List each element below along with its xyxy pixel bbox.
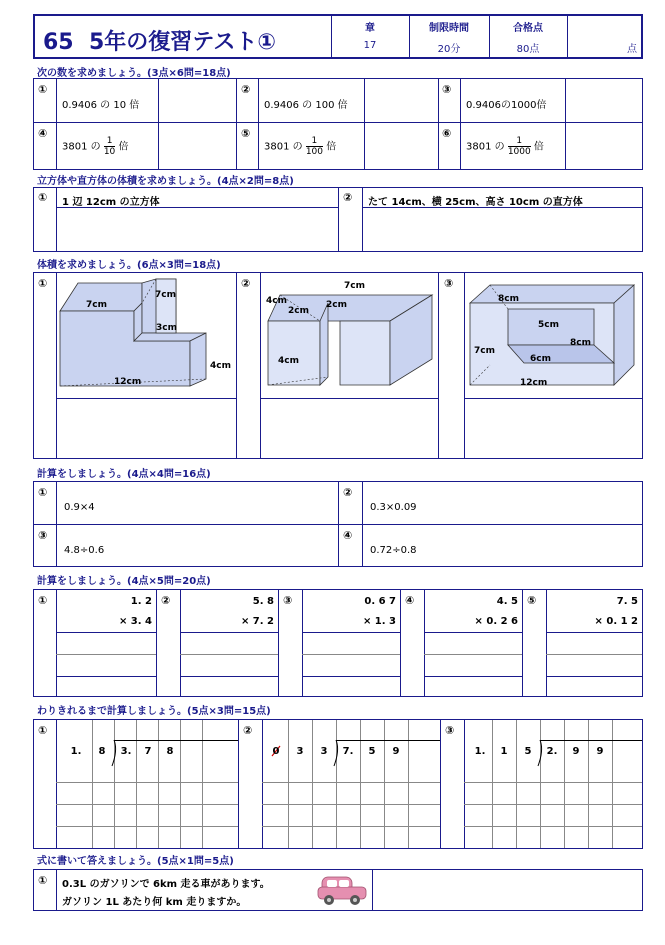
fig1-label-e: 12cm (114, 377, 142, 387)
q5-2-bottom: × 7. 2 (240, 616, 274, 627)
q5-4-bottom: × 0. 2 6 (474, 616, 518, 627)
q5-2-number: ② (161, 594, 171, 607)
section2-heading: 立方体や直方体の体積を求めましょう。(4点×2問=8点) (37, 176, 294, 187)
fig3-label-c: 8cm (570, 338, 591, 348)
q6-2-dividend-3: 9 (392, 746, 400, 757)
q2-1-text: 1 辺 12cm の立方体 (62, 197, 160, 208)
q5-5-number: ⑤ (527, 594, 537, 607)
test-number: 65 (43, 30, 74, 55)
fig3-label-e: 6cm (530, 354, 551, 364)
q1-4-text: 3801 の $\frac{1}{10}$ 倍 (62, 136, 129, 157)
solid-figure-2 (260, 273, 438, 398)
section7-heading: 式に書いて答えましょう。(5点×1問=5点) (37, 856, 234, 867)
q6-2-divisor-2: 3 (296, 746, 304, 757)
car-icon (316, 873, 368, 907)
q1-1-text: 0.9406 の 10 倍 (62, 100, 140, 111)
q1-2-text: 0.9406 の 100 倍 (264, 100, 348, 111)
fig2-label-b: 4cm (266, 296, 287, 306)
q5-3-top: 0. 6 7 (364, 596, 396, 607)
section5-heading: 計算をしましょう。(4点×5問=20点) (37, 576, 211, 587)
q6-1-dividend-3: 8 (166, 746, 174, 757)
q4-3-number: ③ (38, 529, 48, 542)
q5-3-number: ③ (283, 594, 293, 607)
q4-2-text: 0.3×0.09 (370, 502, 417, 513)
time-label: 制限時間 (429, 23, 469, 34)
q2-2-number: ② (343, 191, 353, 204)
q5-1-bottom: × 3. 4 (118, 616, 152, 627)
section3-table (33, 272, 643, 459)
q5-4-number: ④ (405, 594, 415, 607)
q6-3-number: ③ (445, 724, 455, 737)
q4-1-text: 0.9×4 (64, 502, 95, 513)
chapter-value: 17 (363, 40, 377, 51)
chapter-label: 章 (365, 23, 375, 34)
section6-heading: わりきれるまで計算しましょう。(5点×3問=15点) (37, 706, 271, 717)
fig1-label-b: 7cm (155, 290, 176, 300)
fig2-label-a: 7cm (344, 281, 365, 291)
q3-3-number: ③ (444, 277, 454, 290)
section7-table (33, 869, 643, 911)
q6-1-divisor-2: 8 (98, 746, 106, 757)
solid-figure-1 (56, 273, 236, 398)
q1-6-text: 3801 の $\frac{1}{1000}$ 倍 (466, 136, 544, 157)
q6-3-divisor-3: 5 (524, 746, 532, 757)
page-title (43, 25, 276, 56)
fig3-label-d: 7cm (474, 346, 495, 356)
q1-1-number: ① (38, 83, 48, 96)
q6-1-divisor-1: 1. (70, 746, 82, 757)
fig1-label-c: 3cm (156, 323, 177, 333)
q6-3-divisor-2: 1 (500, 746, 508, 757)
q1-6-number: ⑥ (442, 127, 452, 140)
q5-5-top: 7. 5 (616, 596, 638, 607)
q4-2-number: ② (343, 486, 353, 499)
q6-3-dividend-2: 9 (572, 746, 580, 757)
q4-4-text: 0.72÷0.8 (370, 545, 417, 556)
q6-3-dividend-3: 9 (596, 746, 604, 757)
q4-4-number: ④ (343, 529, 353, 542)
q5-1-top: 1. 2 (130, 596, 152, 607)
section3-heading: 体積を求めましょう。(6点×3問=18点) (37, 260, 221, 271)
pass-label: 合格点 (513, 23, 543, 34)
fig3-label-f: 12cm (520, 378, 548, 388)
q7-number: ① (38, 874, 48, 887)
fig1-label-a: 7cm (86, 300, 107, 310)
q3-1-number: ① (38, 277, 48, 290)
q6-2-dividend-1: 7. (342, 746, 354, 757)
q1-3-number: ③ (442, 83, 452, 96)
q1-3-text: 0.9406の1000倍 (466, 100, 547, 111)
q5-1-number: ① (38, 594, 48, 607)
fig3-label-b: 5cm (538, 320, 559, 330)
test-title: 5年の復習テスト① (88, 30, 277, 55)
pass-value: 80点 (516, 44, 540, 55)
fig3-label-a: 8cm (498, 294, 519, 304)
q6-1-number: ① (38, 724, 48, 737)
q2-2-text: たて 14cm、横 25cm、高さ 10cm の直方体 (368, 197, 583, 208)
q6-3-dividend-1: 2. (546, 746, 558, 757)
section1-heading: 次の数を求めましょう。(3点×6問=18点) (37, 68, 231, 79)
q2-1-number: ① (38, 191, 48, 204)
q5-4-top: 4. 5 (496, 596, 518, 607)
section4-heading: 計算をしましょう。(4点×4問=16点) (37, 469, 211, 480)
solid-figure-3 (464, 273, 642, 398)
q1-2-number: ② (241, 83, 251, 96)
q1-4-number: ④ (38, 127, 48, 140)
score-unit: 点 (627, 44, 637, 55)
q5-5-bottom: × 0. 1 2 (594, 616, 638, 627)
section5-table (33, 589, 643, 697)
q6-1-dividend-1: 3. (120, 746, 132, 757)
fig2-label-d: 2cm (326, 300, 347, 310)
q6-3-divisor-1: 1. (474, 746, 486, 757)
q6-1-dividend-2: 7 (144, 746, 152, 757)
q6-2-divisor-3: 3 (320, 746, 328, 757)
fig1-label-d: 4cm (210, 361, 231, 371)
q4-3-text: 4.8÷0.6 (64, 545, 105, 556)
section6-table (33, 719, 643, 849)
fig2-label-e: 4cm (278, 356, 299, 366)
time-value: 20分 (437, 44, 461, 55)
q3-2-number: ② (241, 277, 251, 290)
q7-line1: 0.3L のガソリンで 6km 走る車があります。 (62, 879, 270, 890)
q1-5-text: 3801 の $\frac{1}{100}$ 倍 (264, 136, 337, 157)
section1-table (33, 78, 643, 170)
q6-2-divisor-1: 0 (272, 746, 280, 757)
section2-table (33, 187, 643, 252)
q7-line2: ガソリン 1L あたり何 km 走りますか。 (62, 897, 247, 908)
header-box (33, 14, 643, 59)
q5-2-top: 5. 8 (252, 596, 274, 607)
q4-1-number: ① (38, 486, 48, 499)
q5-3-bottom: × 1. 3 (362, 616, 396, 627)
fig2-label-c: 2cm (288, 306, 309, 316)
q6-2-dividend-2: 5 (368, 746, 376, 757)
q1-5-number: ⑤ (241, 127, 251, 140)
section4-table (33, 481, 643, 567)
q6-2-number: ② (243, 724, 253, 737)
